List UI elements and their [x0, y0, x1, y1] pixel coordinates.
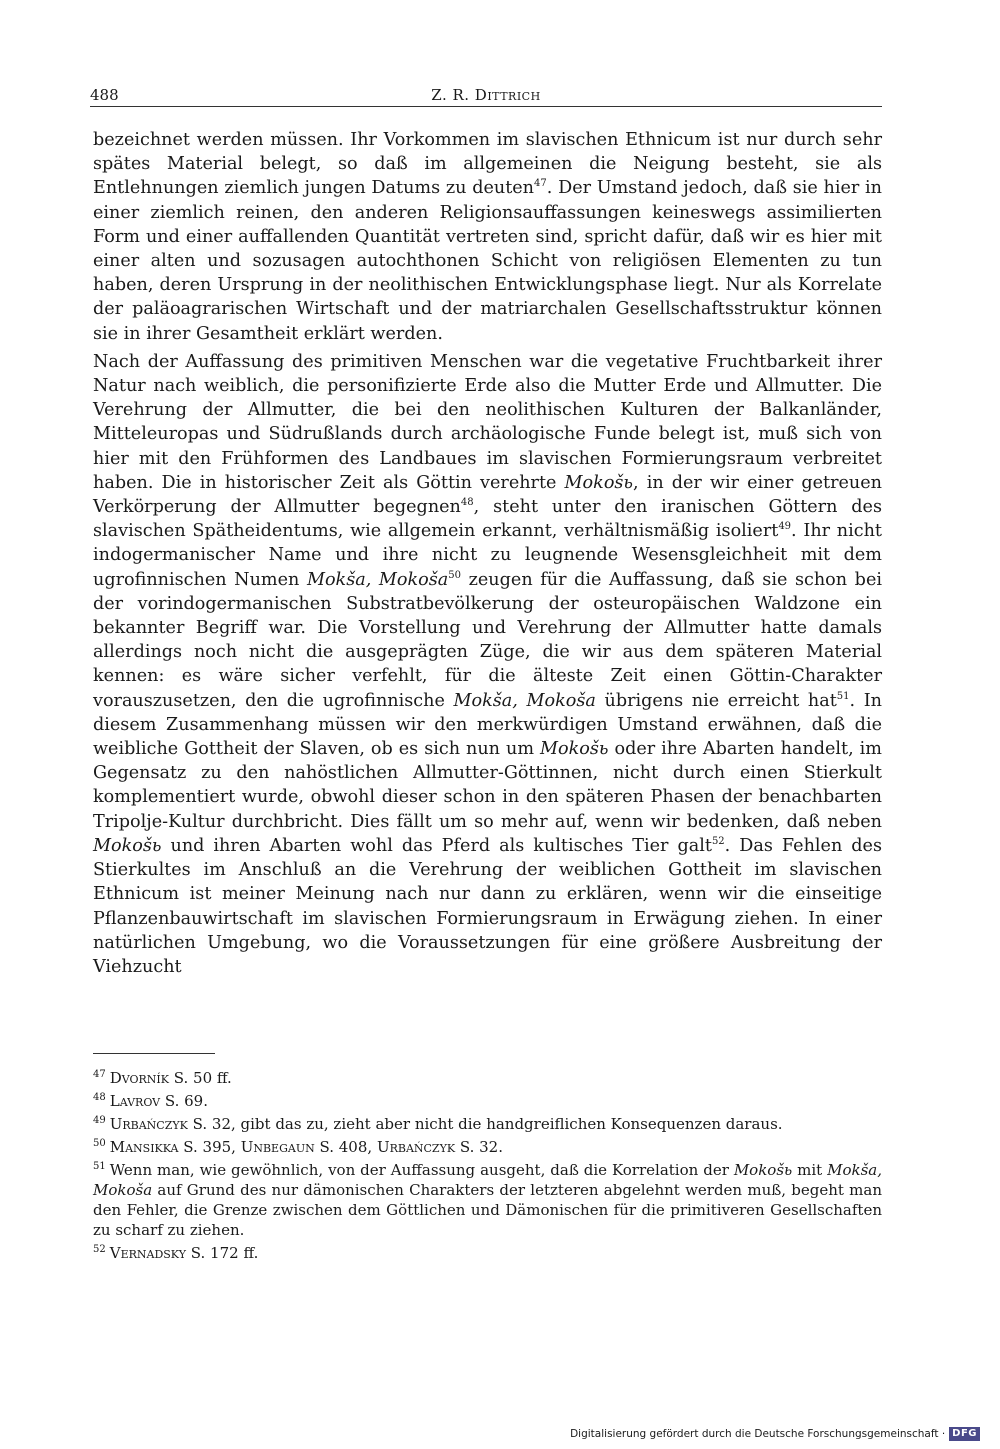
footnote-author: Urbańczyk — [376, 1138, 456, 1156]
footnote-number: 48 — [93, 1092, 106, 1103]
dfg-logo[interactable]: DFG — [949, 1427, 980, 1441]
footnote-50: $^{50}$ Mansikka S. 395, Unbegaun S. 408, Urbańczyk S. 32. — [93, 1138, 503, 1156]
footnote-number: 49 — [93, 1115, 106, 1126]
footnote-author: Urbańczyk — [109, 1115, 188, 1133]
footnote-author: Dvorník — [109, 1069, 169, 1087]
italic-term: Mokša, Mokoša — [306, 569, 449, 590]
footnote-rule — [93, 1053, 215, 1054]
footnote-number: 47 — [93, 1069, 106, 1080]
footnote-ref-49[interactable]: 49 — [778, 521, 792, 533]
footnote-number: 52 — [93, 1244, 106, 1255]
body-text — [93, 128, 882, 979]
footnote-48: $^{48}$ Lavrov S. 69. — [93, 1092, 208, 1110]
footnote-49: $^{49}$ Urbańczyk S. 32, gibt das zu, zieht aber nicht die handgreiflichen Konsequenzen daraus. — [93, 1115, 783, 1133]
footnote-author: Vernadsky — [109, 1244, 186, 1262]
credit-text: Digitalisierung gefördert durch die Deutsche Forschungsgemeinschaft · — [570, 1428, 946, 1440]
footnote-author: Lavrov — [109, 1092, 161, 1110]
italic-term: Mokša, Mokoša — [453, 690, 596, 711]
header-rule — [90, 106, 882, 107]
footnote-47: $^{47}$ Dvorník S. 50 ff. — [93, 1069, 232, 1087]
footnote-52: $^{52}$ Vernadsky S. 172 ff. — [93, 1244, 259, 1262]
page-header — [90, 84, 882, 106]
footnote-ref-47[interactable]: 47 — [534, 178, 547, 190]
footnote-51: $^{51}$ Wenn man, wie gewöhnlich, von der Auffassung ausgeht, daß die Korrelation der Mokošь mit Mokša, Mokoša auf Grund des nur dämonischen Charakters der letzteren abgelehnt werden muß, begeht man den Fehler, die Grenze zwischen dem Göttlichen und Dämonischen für die primitiveren Gesellschaften zu scharf zu ziehen. — [93, 1161, 882, 1239]
running-title: Z. R. Dittrich — [431, 86, 541, 104]
footnotes — [93, 1068, 882, 1266]
italic-term: Mokošь — [93, 835, 162, 856]
paragraph-1: bezeichnet werden müssen. Ihr Vorkommen im slavischen Ethnicum ist nur durch sehr spätes Material belegt, so daß im allgemeinen die Neigung besteht, sie als Entlehnungen ziemlich jungen Datums zu deuten$^{47}$. Der Umstand jedoch, daß sie hier in einer ziemlich reinen, den anderen Religionsauffassungen keineswegs assimilierten Form und einer auffallenden Quantität vertreten sind, spricht dafür, daß wir es hier mit einer alten und sozusagen autochthonen Schicht von religiösen Elementen zu tun haben, deren Ursprung in der neolithischen Entwicklungsphase liegt. Nur als Korrelate der paläoagrarischen Wirtschaft und der matriarchalen Gesellschaftsstruktur können sie in ihrer Gesamtheit erklärt werden. — [93, 130, 883, 344]
footnote-ref-48[interactable]: 48 — [460, 497, 474, 509]
footnote-ref-51[interactable]: 51 — [836, 690, 850, 702]
italic-term: Mokošь — [733, 1161, 793, 1179]
footnote-number: 51 — [93, 1161, 106, 1172]
footnote-author: Mansikka — [109, 1138, 179, 1156]
italic-term: Mokša, Mokoša — [93, 1161, 882, 1199]
footnote-ref-50[interactable]: 50 — [448, 569, 462, 581]
footnote-number: 50 — [93, 1138, 106, 1149]
footnote-author: Unbegaun — [240, 1138, 315, 1156]
footnote-ref-52[interactable]: 52 — [711, 836, 725, 848]
italic-term: Mokošь — [564, 472, 634, 493]
page-number: 488 — [90, 86, 119, 104]
digitization-credit — [570, 1426, 980, 1442]
paragraph-2: Nach der Auffassung des primitiven Menschen war die vegetative Fruchtbarkeit ihrer Natur nach weiblich, die personifizierte Erde also die Mutter Erde und Allmutter. Die Verehrung der Allmutter, die bei den neolithischen Kulturen der Balkanländer, Mitteleuropas und Südrußlands durch archäologische Funde belegt ist, muß sich von hier mit den Frühformen des Landbaues im slavischen Formierungsraum verbreitet haben. Die in historischer Zeit als Göttin verehrte Mokošь, in der wir einer getreuen Verkörperung der Allmutter begegnen$^{48}$, steht unter den iranischen Göttern des slavischen Spätheidentums, wie allgemein erkannt, verhältnismäßig isoliert$^{49}$. Ihr nicht indogermanischer Name und ihre nicht zu leugnende Wesensgleichheit mit dem ugrofinnischen Numen Mokša, Mokoša$^{50}$ zeugen für die Auffassung, daß sie schon bei der vorindogermanischen Substratbevölkerung der osteuropäischen Waldzone ein bekannter Begriff war. Die Vorstellung und Verehrung der Allmutter hatte damals allerdings noch nicht die ausgeprägten Züge, die wir aus dem späteren Material kennen: es wäre sicher verfehlt, für die älteste Zeit einen Göttin-Charakter vorauszusetzen, den die ugrofinnische Mokša, Mokoša übrigens nie erreicht hat$^{51}$. In diesem Zusammenhang müssen wir den merkwürdigen Umstand erwähnen, daß die weibliche Gottheit der Slaven, ob es sich nun um Mokošь oder ihre Abarten handelt, im Gegensatz zu den nahöstlichen Allmutter-Göttinnen, nicht durch einen Stierkult komplementiert wurde, obwohl dieser schon in den späteren Phasen der benachbarten Tripolje-Kultur durchbricht. Dies fällt um so mehr auf, wenn wir bedenken, daß neben Mokošь und ihren Abarten wohl das Pferd als kultisches Tier galt$^{52}$. Das Fehlen des Stierkultes im Anschluß an die Verehrung der weiblichen Gottheit im slavischen Ethnicum ist meiner Meinung nach nur dann zu erklären, wenn wir die einseitige Pflanzenbauwirtschaft im slavischen Formierungsraum in Erwägung ziehen. In einer natürlichen Umgebung, wo die Voraussetzungen für eine größere Ausbreitung der Viehzucht — [93, 351, 883, 977]
italic-term: Mokošь — [540, 739, 609, 760]
